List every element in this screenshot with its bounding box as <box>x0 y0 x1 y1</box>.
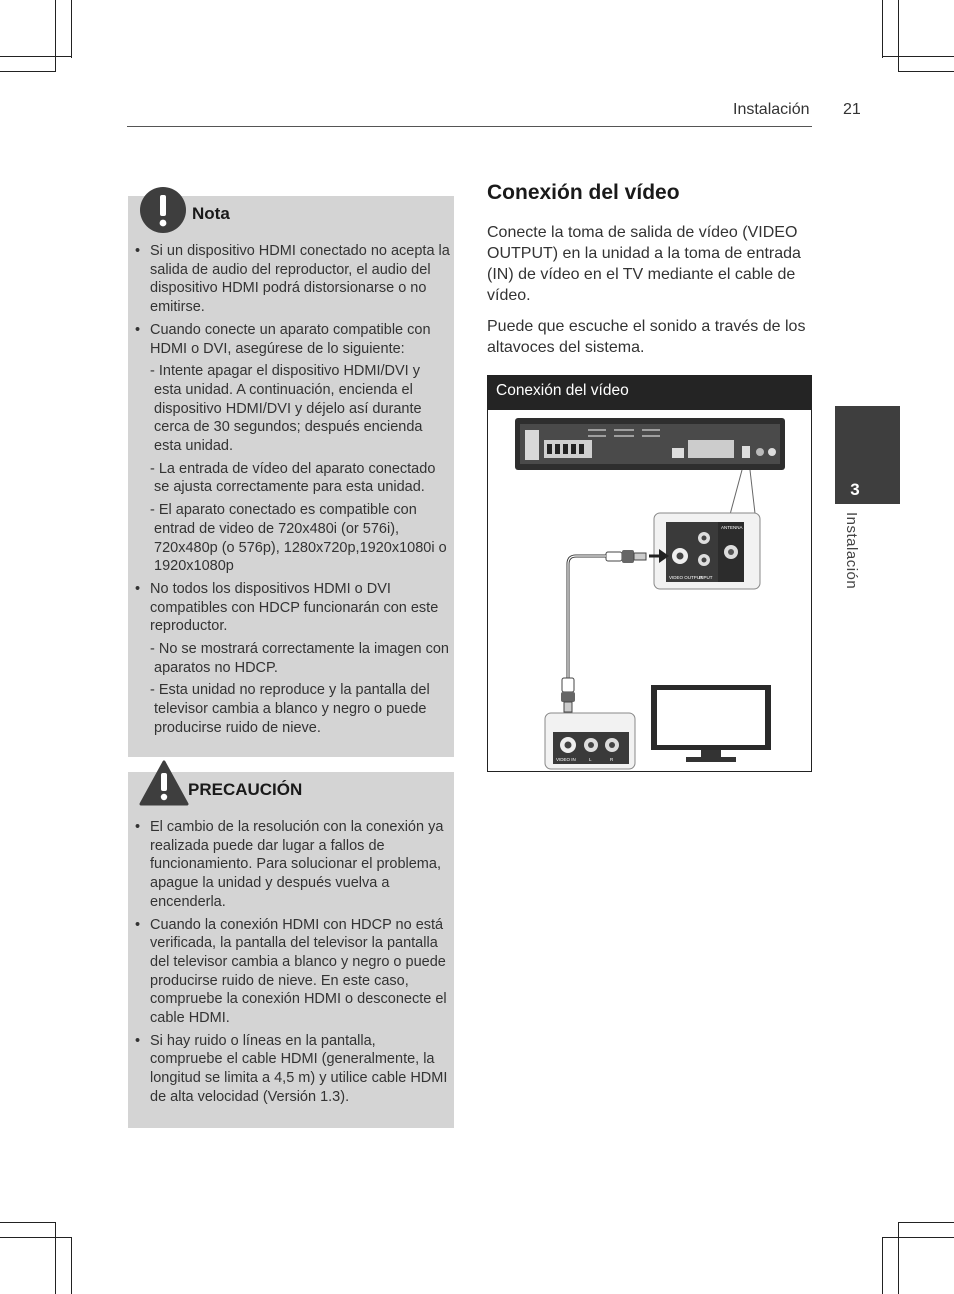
exclamation-icon <box>139 186 187 234</box>
unit-rear-panel <box>515 418 785 470</box>
note-subitem: - El aparato conectado es compatible con entrad de video de 720x480i (or 576i), 720x480p (o 576p), 1280x720p,1920x1080i o 1920x1080p <box>150 502 447 575</box>
page-number: 21 <box>843 101 861 118</box>
crop-mark <box>882 1237 883 1294</box>
caution-item: • Cuando la conexión HDMI con HDCP no está verificada, la pantalla del televisor la pantalla del televisor cambia a blanco y negro o puede producirse ruido de nieve. En este caso, compruebe la conexión HDMI o desconecte el cable HDMI. <box>134 916 450 1028</box>
crop-mark <box>55 0 56 72</box>
header-divider <box>127 126 812 127</box>
crop-mark <box>882 1237 954 1238</box>
crop-mark <box>0 1222 56 1223</box>
crop-mark <box>882 56 954 57</box>
crop-mark <box>0 56 72 57</box>
crop-mark <box>898 0 899 72</box>
connection-figure <box>487 375 812 772</box>
tv-input-panel <box>545 713 635 769</box>
note-subitem: - Intente apagar el dispositivo HDMI/DVI y esta unidad. A continuación, encienda el dispositivo HDMI/DVI y déjelo así durante cerca de 30 segundos; después encienda esta unidad. <box>150 363 423 455</box>
crop-mark <box>71 0 72 58</box>
right-channel-label: R <box>610 757 614 762</box>
crop-mark <box>71 1237 72 1294</box>
caution-item: • El cambio de la resolución con la conexión ya realizada puede dar lugar a fallos de funcionamiento. Para solucionar el problema, apague la unidad y después vuelva a encenderla. <box>134 818 450 912</box>
chapter-label-text: Instalación <box>843 512 860 590</box>
note-item: • Si un dispositivo HDMI conectado no acepta la salida de audio del reproductor, el audio del dispositivo HDMI podrá distorsionarse o no emitirse. <box>134 242 450 317</box>
caution-item: • Si hay ruido o líneas en la pantalla, compruebe el cable HDMI (generalmente, la longitud se limita a 4,5 m) y utilice cable HDMI de alta velocidad (Versión 1.3). <box>134 1032 450 1107</box>
note-list <box>134 242 450 742</box>
note-item: • Cuando conecte un aparato compatible con HDMI o DVI, asegúrese de lo siguiente: <box>134 321 450 358</box>
caution-title: PRECAUCIÓN <box>188 780 303 799</box>
figure-header <box>488 376 811 410</box>
chapter-label <box>836 512 862 594</box>
note-item: • No todos los dispositivos HDMI o DVI compatibles con HDCP funcionarán con este reproductor. <box>134 580 450 636</box>
crop-mark <box>898 1222 899 1294</box>
input-label: INPUT <box>699 575 713 580</box>
antenna-label: ANTENNA <box>721 525 743 530</box>
tv-icon <box>651 685 771 762</box>
caution-box <box>128 772 454 1128</box>
video-output-label: VIDEO OUTPUT <box>669 575 703 580</box>
crop-mark <box>0 71 56 72</box>
unit-output-zoom <box>654 513 760 589</box>
chapter-tab <box>835 406 900 504</box>
header-section-title: Instalación <box>733 101 810 118</box>
paragraph-sound: Puede que escuche el sonido a través de los altavoces del sistema. <box>487 318 806 356</box>
section-heading: Conexión del vídeo <box>487 181 680 204</box>
note-subitem: - Esta unidad no reproduce y la pantalla del televisor cambia a blanco y negro o puede producirse ruido de nieve. <box>150 682 430 736</box>
figure-title: Conexión del vídeo <box>496 382 629 399</box>
crop-mark <box>898 1222 954 1223</box>
note-box <box>128 196 454 757</box>
crop-mark <box>882 0 883 58</box>
note-subitem: - No se mostrará correctamente la imagen con aparatos no HDCP. <box>150 641 449 676</box>
chapter-number: 3 <box>850 480 860 499</box>
note-subitem: - La entrada de vídeo del aparato conectado se ajusta correctamente para esta unidad. <box>150 460 436 496</box>
warning-triangle-icon <box>139 760 189 806</box>
connection-diagram <box>488 410 810 770</box>
video-in-label: VIDEO IN <box>556 757 576 762</box>
crop-mark <box>898 71 954 72</box>
left-channel-label: L <box>589 757 592 762</box>
paragraph-connect: Conecte la toma de salida de vídeo (VIDEO OUTPUT) en la unidad a la toma de entrada (IN) de vídeo en el TV mediante el cable de vídeo. <box>487 224 801 304</box>
caution-list <box>134 818 450 1111</box>
crop-mark <box>0 1237 72 1238</box>
video-plug-top <box>606 549 669 563</box>
crop-mark <box>55 1222 56 1294</box>
note-title: Nota <box>192 204 230 223</box>
